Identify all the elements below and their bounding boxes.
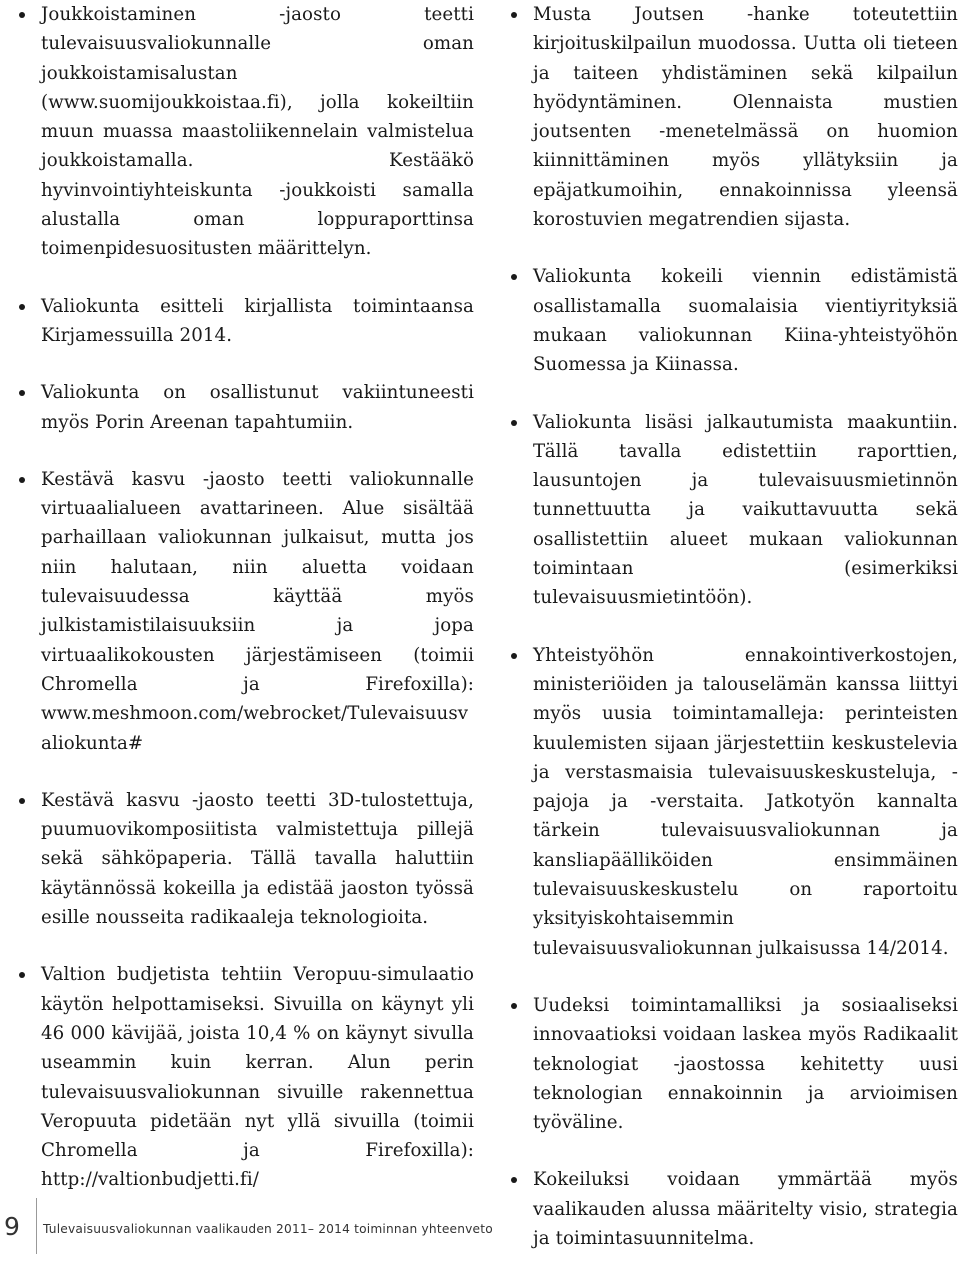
right-column-bullet-list (508, 0, 958, 1281)
bullet-item-3d-printed-straws (16, 786, 474, 932)
bullet-item-budget-simulation (16, 960, 474, 1194)
bullet-item-book-fair (16, 292, 474, 351)
bullet-text: Valiokunta kokeili viennin edistämistä osallistamalla suomalaisia vientiyrityksiä mukaan valiokunnan Kiina-yhteistyöhön Suomessa ja Kiinassa. (533, 266, 958, 376)
page-number: 9 (4, 1212, 20, 1241)
bullet-text: Musta Joutsen -hanke toteutettiin kirjoituskilpailun muodossa. Uutta oli tieteen ja taiteen yhdistäminen sekä kilpailun hyödyntäminen. Olennaista mustien joutsenten -menetelmässä on huomion kiinnittäminen myös yllätyksiin ja epäjatkumoihin, ennakoinnissa yleensä korostuvien megatrendien sijasta. (533, 4, 958, 231)
bullet-item-cooperation-models (508, 641, 958, 963)
bullet-text: Valiokunta lisäsi jalkautumista maakuntiin. Tällä tavalla edistettiin raporttien, lausuntojen ja tulevaisuusmietinnön tunnettuutta ja vaikuttavuutta sekä osallistettiin alueet mukaan valiokunnan toimintaan (esimerkiksi tulevaisuusmietintöön). (533, 411, 958, 609)
bullet-item-virtual-area (16, 465, 474, 758)
bullet-text: Valiokunta on osallistunut vakiintuneesti myös Porin Areenan tapahtumiin. (41, 382, 474, 433)
bullet-text: Valtion budjetista tehtiin Veropuu-simulaatio käytön helpottamiseksi. Sivuilla on käynyt yli 46 000 kävijää, joista 10,4 % on käynyt sivulla useammin kuin kerran. Alun perin tulevaisuusvaliokunnan sivuille rakennettua Veropuuta pidetään nyt yllä sivuilla (toimii Chromella ja Firefoxilla): http://valtionbudjetti.fi/ (41, 964, 474, 1191)
footer-divider (36, 1198, 37, 1254)
bullet-item-export-promotion (508, 262, 958, 379)
bullet-text: Kestävä kasvu -jaosto teetti 3D-tulostettuja, puumuovikomposiitista valmistettuja pillejä sekä sähköpaperia. Tällä tavalla haluttiin käytännössä kokeilla ja edistää jaoston työssä esille nousseita radikaaleja teknologioita. (41, 789, 474, 929)
bullet-item-regional-outreach (508, 408, 958, 613)
bullet-text: Valiokunta esitteli kirjallista toimintaansa Kirjamessuilla 2014. (41, 295, 474, 346)
footer-title: Tulevaisuusvaliokunnan vaalikauden 2011– 2014 toiminnan yhteenveto (43, 1222, 493, 1236)
page-footer (0, 1192, 960, 1255)
bullet-text: Kestävä kasvu -jaosto teetti valiokunnalle virtuaalialueen avattarineen. Alue sisältää parhaillaan valiokunnan julkaisut, mutta jos niin halutaan, niin aluetta voidaan tulevaisuudessa käyttää myös julkistamistilaisuuksiin ja jopa virtuaalikokousten järjestämiseen (toimii Chromella ja Firefoxilla): www.meshmoon.com/webrocket/Tulevaisuusvaliokunta# (41, 468, 474, 754)
bullet-item-crowdsourcing-platform (16, 0, 474, 264)
bullet-item-social-innovation (508, 991, 958, 1137)
bullet-text: Uudeksi toimintamalliksi ja sosiaaliseksi innovaatioksi voidaan laskea myös Radikaalit teknologiat -jaostossa kehitetty uusi teknologian ennakoinnin ja arvioimisen työväline. (533, 994, 958, 1134)
bullet-text: Yhteistyöhön ennakointiverkostojen, ministeriöiden ja talouselämän kanssa liittyi myös uusia toimintamalleja: perinteisten kuulemisten sijaan järjestettiin keskustelevia ja verstasmaisia tulevaisuuskeskusteluja, -pajoja ja -verstaita. Jatkotyön kannalta tärkein tulevaisuusvaliokunnan ja kansliapäälliköiden ensimmäinen tulevaisuuskeskustelu on raportoitu yksityiskohtaisemmin tulevaisuusvaliokunnan julkaisussa 14/2014. (533, 644, 958, 959)
bullet-text: Joukkoistaminen -jaosto teetti tulevaisuusvaliokunnalle oman joukkoistamisalustan (www.suomijoukkoistaa.fi), jolla kokeiltiin muun muassa maastoliikennelain valmistelua joukkoistamalla. Kestääkö hyvinvointiyhteiskunta -joukkoisti samalla alustalla oman loppuraporttinsa toimenpidesuositusten määrittelyn. (41, 4, 474, 260)
left-column-bullet-list (16, 0, 474, 1223)
bullet-item-black-swan (508, 0, 958, 234)
bullet-text: Kokeiluksi voidaan ymmärtää myös vaalikauden alussa määritelty visio, strategia ja toimintasuunnitelma. (533, 1169, 958, 1249)
bullet-item-pori-arena (16, 378, 474, 437)
